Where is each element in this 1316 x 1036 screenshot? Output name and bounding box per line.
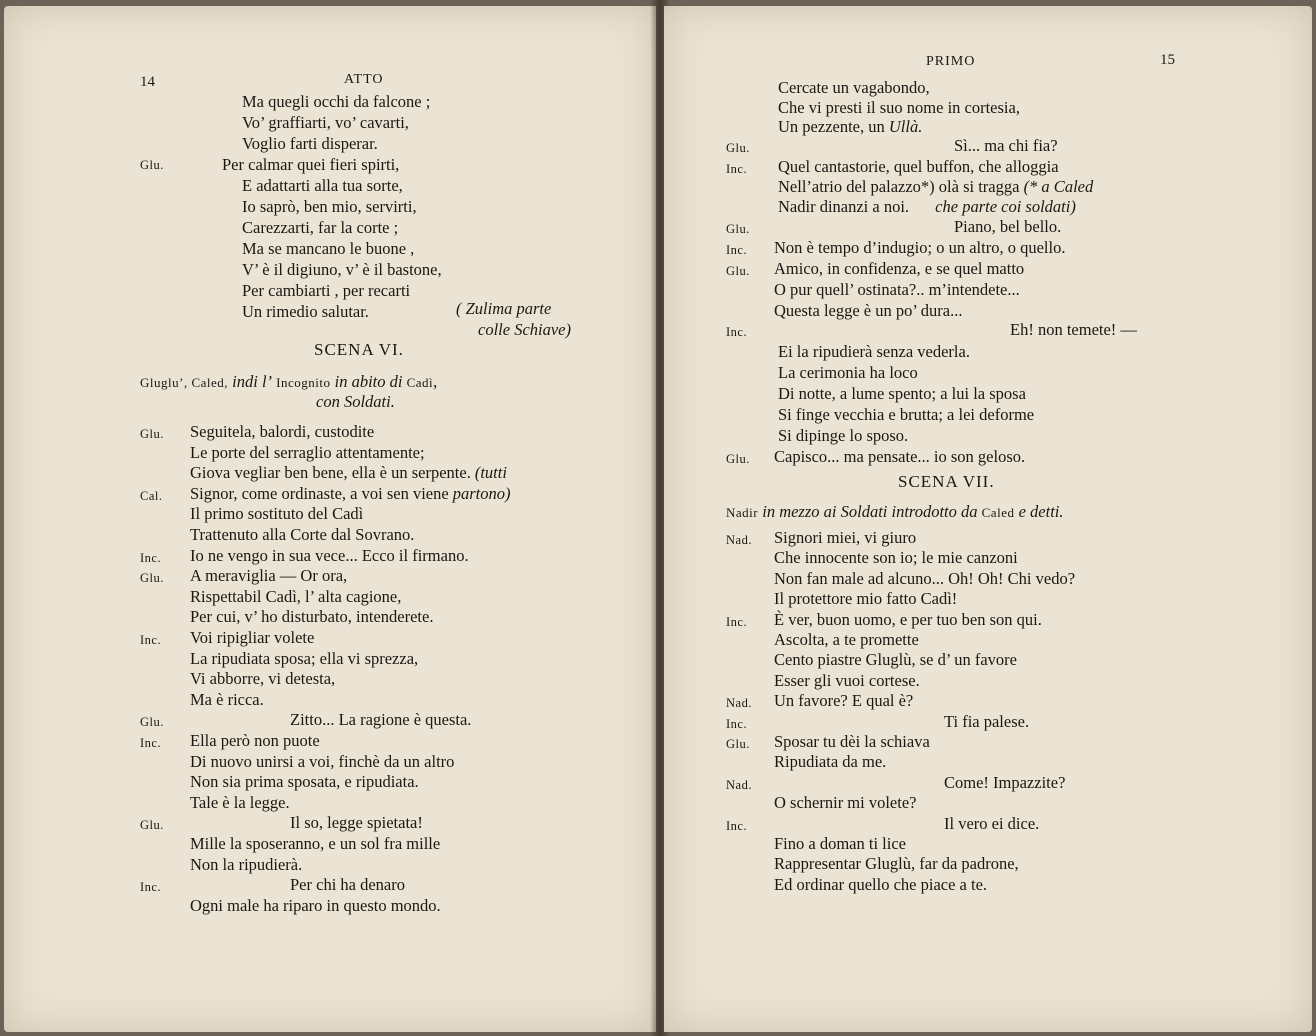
dialogue-line: Ma è ricca. bbox=[190, 689, 264, 709]
dialogue-line: Non è tempo d’indugio; o un altro, o quello. bbox=[774, 238, 1066, 257]
dialogue-line: Io ne vengo in sua vece... Ecco il firmano. bbox=[190, 545, 469, 565]
speaker-label: Glu. bbox=[726, 264, 750, 278]
verse-line: Io saprò, ben mio, servirti, bbox=[242, 197, 417, 216]
speaker-label: Nad. bbox=[726, 696, 752, 711]
running-header: PRIMO bbox=[926, 54, 976, 69]
dialogue-line: Mille la sposeranno, e un sol fra mille bbox=[190, 834, 441, 853]
stage-direction: ( Zulima parte bbox=[456, 299, 552, 318]
verse-line: Vo’ graffiarti, vo’ cavarti, bbox=[242, 113, 409, 132]
dialogue-line: Giova vegliar ben bene, ella è un serpente. (tutti bbox=[190, 463, 507, 483]
dialogue-line: Signori miei, vi giuro bbox=[774, 528, 917, 547]
speaker-label: Glu. bbox=[140, 571, 164, 586]
stage-direction: colle Schiave) bbox=[478, 320, 571, 339]
speaker-label: Glu. bbox=[140, 158, 164, 172]
page-number: 15 bbox=[1160, 52, 1175, 68]
speaker-label: Inc. bbox=[726, 243, 748, 257]
speaker-label: Inc. bbox=[140, 550, 162, 565]
dialogue-line: Per cui, v’ ho disturbato, intenderete. bbox=[190, 607, 434, 627]
dialogue-line: Amico, in confidenza, e se quel matto bbox=[774, 259, 1025, 278]
verse-line: V’ è il digiuno, v’ è il bastone, bbox=[242, 260, 442, 279]
dialogue-line: O pur quell’ ostinata?.. m’intendete... bbox=[774, 280, 1020, 299]
dialogue-line: Ed ordinar quello che piace a te. bbox=[774, 874, 988, 894]
dialogue-line: Il so, legge spietata! bbox=[290, 813, 423, 833]
dialogue-line: Non sia prima sposata, e ripudiata. bbox=[190, 772, 419, 792]
dialogue-line: Voi ripigliar volete bbox=[190, 628, 315, 647]
running-header: ATTO bbox=[344, 72, 384, 87]
speaker-label: Glu. bbox=[140, 715, 164, 730]
cast-line: Nadir in mezzo ai Soldati introdotto da Caled e detti. bbox=[726, 502, 1064, 521]
dialogue-line: Ascolta, a te promette bbox=[774, 630, 919, 649]
dialogue-line: O schernir mi volete? bbox=[774, 793, 917, 813]
verse-line: Cercate un vagabondo, bbox=[778, 78, 930, 97]
dialogue-line: Rispettabil Cadì, l’ alta cagione, bbox=[190, 586, 402, 606]
dialogue-line: Il protettore mio fatto Cadì! bbox=[774, 589, 958, 609]
verse-line: E adattarti alla tua sorte, bbox=[242, 176, 403, 195]
dialogue-line: Il primo sostituto del Cadì bbox=[190, 504, 364, 524]
verse-line: Si finge vecchia e brutta; a lei deforme bbox=[778, 405, 1035, 424]
verse-line: Carezzarti, far la corte ; bbox=[242, 218, 399, 237]
dialogue-line: Seguitela, balordi, custodite bbox=[190, 422, 375, 441]
dialogue-line: Di nuovo unirsi a voi, finchè da un altro bbox=[190, 751, 455, 771]
verse-line: Un pezzente, un Ullà. bbox=[778, 117, 923, 136]
verse-line: Voglio farti disperar. bbox=[242, 134, 378, 153]
page-number: 14 bbox=[140, 74, 155, 90]
speaker-label: Nad. bbox=[726, 777, 752, 792]
verse-line: Per cambiarti , per recarti bbox=[242, 281, 411, 300]
dialogue-line: Fino a doman ti lice bbox=[774, 834, 906, 853]
scene-heading: SCENA VII. bbox=[898, 472, 995, 491]
dialogue-line: Ogni male ha riparo in questo mondo. bbox=[190, 895, 441, 915]
dialogue-line: Trattenuto alla Corte dal Sovrano. bbox=[190, 525, 415, 544]
speaker-label: Glu. bbox=[726, 141, 750, 155]
speaker-label: Inc. bbox=[140, 880, 162, 895]
dialogue-line: Ella però non puote bbox=[190, 731, 320, 750]
dialogue-line: Il vero ei dice. bbox=[944, 813, 1040, 833]
verse-line: Ma quegli occhi da falcone ; bbox=[242, 92, 431, 111]
speaker-label: Glu. bbox=[140, 427, 164, 441]
speaker-label: Glu. bbox=[140, 818, 164, 833]
dialogue-line: Ti fia palese. bbox=[944, 711, 1030, 731]
speaker-label: Glu. bbox=[726, 452, 750, 466]
dialogue-line: Ripudiata da me. bbox=[774, 752, 887, 772]
speaker-label: Inc. bbox=[726, 716, 748, 731]
dialogue-line: Tale è la legge. bbox=[190, 792, 290, 812]
dialogue-line: È ver, buon uomo, e per tuo ben son qui. bbox=[774, 609, 1042, 629]
dialogue-line: A meraviglia — Or ora, bbox=[190, 566, 348, 586]
verse-line: Per calmar quei fieri spirti, bbox=[222, 155, 400, 174]
speaker-label: Nad. bbox=[726, 533, 752, 547]
dialogue-line: Zitto... La ragione è questa. bbox=[290, 710, 472, 730]
dialogue-line: Esser gli vuoi cortese. bbox=[774, 670, 920, 690]
speaker-label: Inc. bbox=[726, 818, 748, 833]
dialogue-line: Cento piastre Gluglù, se d’ un favore bbox=[774, 650, 1018, 670]
dialogue-line: Sì... ma chi fia? bbox=[954, 136, 1058, 155]
speaker-label: Inc. bbox=[726, 162, 748, 176]
dialogue-line: Sposar tu dèi la schiava bbox=[774, 732, 930, 751]
dialogue-line: Rappresentar Gluglù, far da padrone, bbox=[774, 854, 1019, 874]
dialogue-line: Vi abborre, vi detesta, bbox=[190, 669, 336, 689]
verse-line: Nadir dinanzi a noi. che parte coi soldati) bbox=[778, 197, 1076, 216]
dialogue-line: Questa legge è un po’ dura... bbox=[774, 301, 963, 320]
dialogue-line: La ripudiata sposa; ella vi sprezza, bbox=[190, 648, 419, 668]
speaker-label: Glu. bbox=[726, 222, 750, 236]
verse-line: Quel cantastorie, quel buffon, che alloggia bbox=[778, 157, 1059, 176]
dialogue-line: Come! Impazzite? bbox=[944, 772, 1066, 792]
verse-line: Nell’atrio del palazzo*) olà si tragga (* a Caled bbox=[778, 177, 1094, 196]
verse-line: Capisco... ma pensate... io son geloso. bbox=[774, 447, 1026, 466]
speaker-label: Inc. bbox=[726, 325, 748, 339]
speaker-label: Inc. bbox=[726, 614, 748, 629]
verse-line: Si dipinge lo sposo. bbox=[778, 426, 909, 445]
verse-line: La cerimonia ha loco bbox=[778, 363, 918, 382]
verse-line: Un rimedio salutar. bbox=[242, 302, 369, 321]
right-page bbox=[664, 6, 1312, 1032]
speaker-label: Cal. bbox=[140, 488, 163, 503]
dialogue-line: Non fan male ad alcuno... Oh! Oh! Chi vedo? bbox=[774, 568, 1076, 588]
verse-line: Di notte, a lume spento; a lui la sposa bbox=[778, 384, 1026, 403]
scene-heading: SCENA VI. bbox=[314, 340, 404, 359]
dialogue-line: Le porte del serraglio attentamente; bbox=[190, 442, 425, 462]
cast-line: Gluglu’, Caled, indi l’ Incognito in abito di Cadì, bbox=[140, 372, 438, 391]
verse-line: Ma se mancano le buone , bbox=[242, 239, 415, 258]
dialogue-line: Signor, come ordinaste, a voi sen viene partono) bbox=[190, 483, 511, 503]
verse-line: Eh! non temete! — bbox=[1010, 320, 1137, 339]
cast-line: con Soldati. bbox=[316, 392, 395, 411]
speaker-label: Inc. bbox=[140, 736, 162, 750]
dialogue-line: Piano, bel bello. bbox=[954, 217, 1062, 236]
speaker-label: Glu. bbox=[726, 737, 750, 751]
verse-line: Ei la ripudierà senza vederla. bbox=[778, 342, 970, 361]
dialogue-line: Che innocente son io; le mie canzoni bbox=[774, 548, 1018, 568]
dialogue-line: Per chi ha denaro bbox=[290, 875, 405, 895]
speaker-label: Inc. bbox=[140, 633, 162, 647]
verse-line: Che vi presti il suo nome in cortesia, bbox=[778, 98, 1020, 117]
dialogue-line: Un favore? E qual è? bbox=[774, 691, 914, 711]
left-page bbox=[4, 6, 656, 1032]
dialogue-line: Non la ripudierà. bbox=[190, 854, 303, 874]
